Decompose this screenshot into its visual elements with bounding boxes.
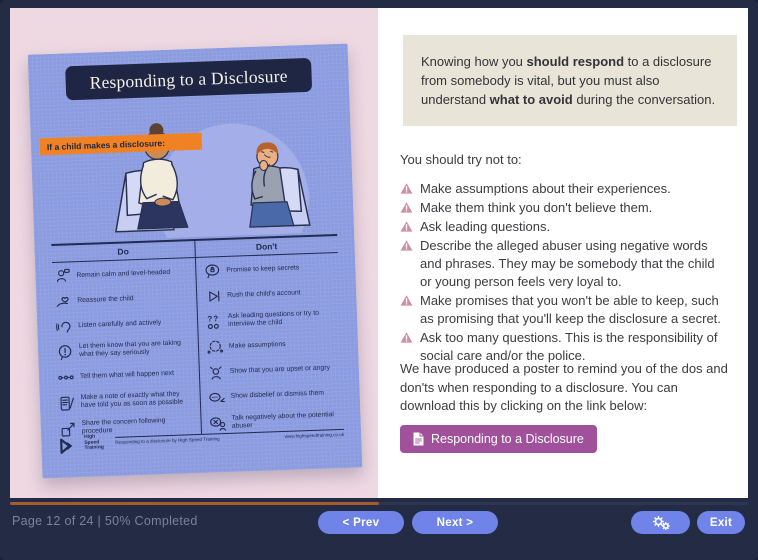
warning-triangle-icon [400, 294, 413, 307]
table-row [206, 309, 336, 330]
table-row [59, 390, 196, 411]
dont-item: Talk negatively about the potential abuser [231, 411, 334, 430]
table-row [55, 289, 192, 309]
avoid-item-text: Make promises that you won't be able to keep, such as promising that you'll keep the disclosure a secret. [420, 293, 721, 326]
avoid-item-text: Ask too many questions. This is the responsibility of social care and/or the police. [420, 330, 718, 363]
poster-brand: High Speed Training [83, 433, 105, 451]
warning-triangle-icon [400, 220, 413, 233]
poster-illustration [38, 108, 346, 243]
do-item: Remain calm and level-headed [76, 268, 171, 279]
dont-item: Show disbelief or dismiss them [230, 389, 325, 401]
prev-button[interactable]: < Prev [318, 511, 404, 534]
ear-icon [56, 318, 73, 334]
warning-triangle-icon [400, 239, 413, 252]
dont-column [195, 253, 344, 434]
calm-person-icon [54, 268, 71, 284]
warning-triangle-icon [400, 201, 413, 214]
dashed-thought-icon [207, 340, 224, 356]
poster-title-banner [65, 58, 312, 101]
table-row [204, 259, 334, 279]
do-item: Tell them what will happen next [79, 369, 175, 380]
table-row [58, 365, 195, 385]
dismiss-bubble-icon [209, 390, 226, 406]
table-row [205, 284, 335, 304]
gears-icon [650, 514, 672, 531]
download-poster-button[interactable] [400, 425, 597, 453]
exit-button[interactable]: Exit [697, 511, 745, 534]
player-footer [0, 498, 758, 560]
poster-panel [10, 8, 378, 498]
callout-text: during the conversation. [572, 92, 716, 107]
poster-title: Responding to a Disclosure [89, 65, 288, 93]
callout-bold-text: should respond [526, 54, 625, 69]
avoid-list-item [400, 292, 722, 328]
avoid-item-text: Describe the alleged abuser using negative words and phrases. They may be somebody that the child or young person feels very loyal to. [420, 238, 715, 289]
settings-button[interactable] [631, 511, 690, 534]
poster-tag-label: If a child makes a disclosure: [46, 137, 166, 152]
callout-text: to a disclosure from somebody is vital, but you must also understand [421, 54, 712, 107]
svg-text:?: ? [213, 313, 219, 324]
callout-text: Knowing how you [421, 54, 527, 69]
do-dont-table [51, 234, 344, 439]
poster [28, 44, 363, 479]
table-row [207, 336, 337, 356]
table-row [56, 314, 193, 334]
padlock-bubble-icon [204, 263, 221, 279]
document-icon [413, 432, 424, 446]
steps-timeline-icon [58, 369, 75, 385]
avoid-list-item [400, 199, 722, 217]
do-item: Make a note of exactly what they have told you as soon as possible [80, 390, 184, 410]
poster-caption: Responding to a disclosure by High Speed Training [115, 436, 220, 445]
progress-fill [10, 502, 379, 505]
dont-column-header: Don't [194, 236, 337, 257]
avoid-list-item [400, 180, 722, 198]
question-faces-icon [206, 314, 223, 330]
do-item: Let them know that you are taking what they say seriously [78, 339, 181, 359]
notepad-pencil-icon [59, 395, 76, 411]
dont-item: Make assumptions [228, 340, 286, 350]
exclamation-bubble-icon [57, 344, 74, 360]
dont-item: Ask leading questions or try to interview the child [227, 310, 320, 329]
avoid-item-text: Ask leading questions. [420, 219, 551, 234]
dont-item: Rush the child's account [227, 288, 301, 299]
avoid-list-item [400, 218, 722, 236]
fast-forward-icon [205, 288, 222, 304]
next-button[interactable]: Next > [412, 511, 498, 534]
crossed-person-bubble-icon [209, 415, 226, 431]
page-status: Page 12 of 24 | 50% Completed [12, 514, 198, 528]
do-item: Listen carefully and actively [78, 318, 162, 329]
reassure-hand-heart-icon [55, 293, 72, 309]
svg-text:?: ? [207, 314, 213, 324]
dont-item: Promise to keep secrets [226, 263, 300, 274]
avoid-item-text: Make them think you don't believe them. [420, 200, 653, 215]
table-row [209, 386, 339, 406]
do-item: Reassure the child [77, 294, 134, 304]
table-row [57, 339, 194, 360]
high-speed-training-chevron-logo [58, 435, 80, 457]
lesson-panel [378, 8, 748, 498]
poster-website: www.highspeedtraining.co.uk [284, 431, 345, 439]
table-row [54, 264, 191, 284]
table-row [208, 361, 338, 381]
do-column [52, 258, 201, 439]
do-column-header: Do [117, 246, 129, 257]
progress-bar [10, 502, 748, 505]
upset-person-icon [208, 365, 225, 381]
avoid-list [400, 180, 722, 366]
dont-item: Show that you are upset or angry [229, 364, 331, 375]
avoid-item-text: Make assumptions about their experiences. [420, 181, 671, 196]
warning-triangle-icon [400, 331, 413, 344]
download-button-label: Responding to a Disclosure [431, 432, 584, 446]
warning-triangle-icon [400, 182, 413, 195]
download-instruction: We have produced a poster to remind you of the dos and don'ts when responding to a disclosure. You can download this by clicking on the link below: [400, 361, 728, 413]
slide-content [10, 8, 748, 498]
callout-bold-text: what to avoid [489, 92, 573, 107]
share-box-arrow-icon [60, 421, 77, 437]
avoid-list-item [400, 237, 722, 291]
intro-callout [403, 35, 737, 126]
do-item: Share the concern following procedure [81, 417, 166, 436]
list-intro: You should try not to: [400, 152, 522, 167]
